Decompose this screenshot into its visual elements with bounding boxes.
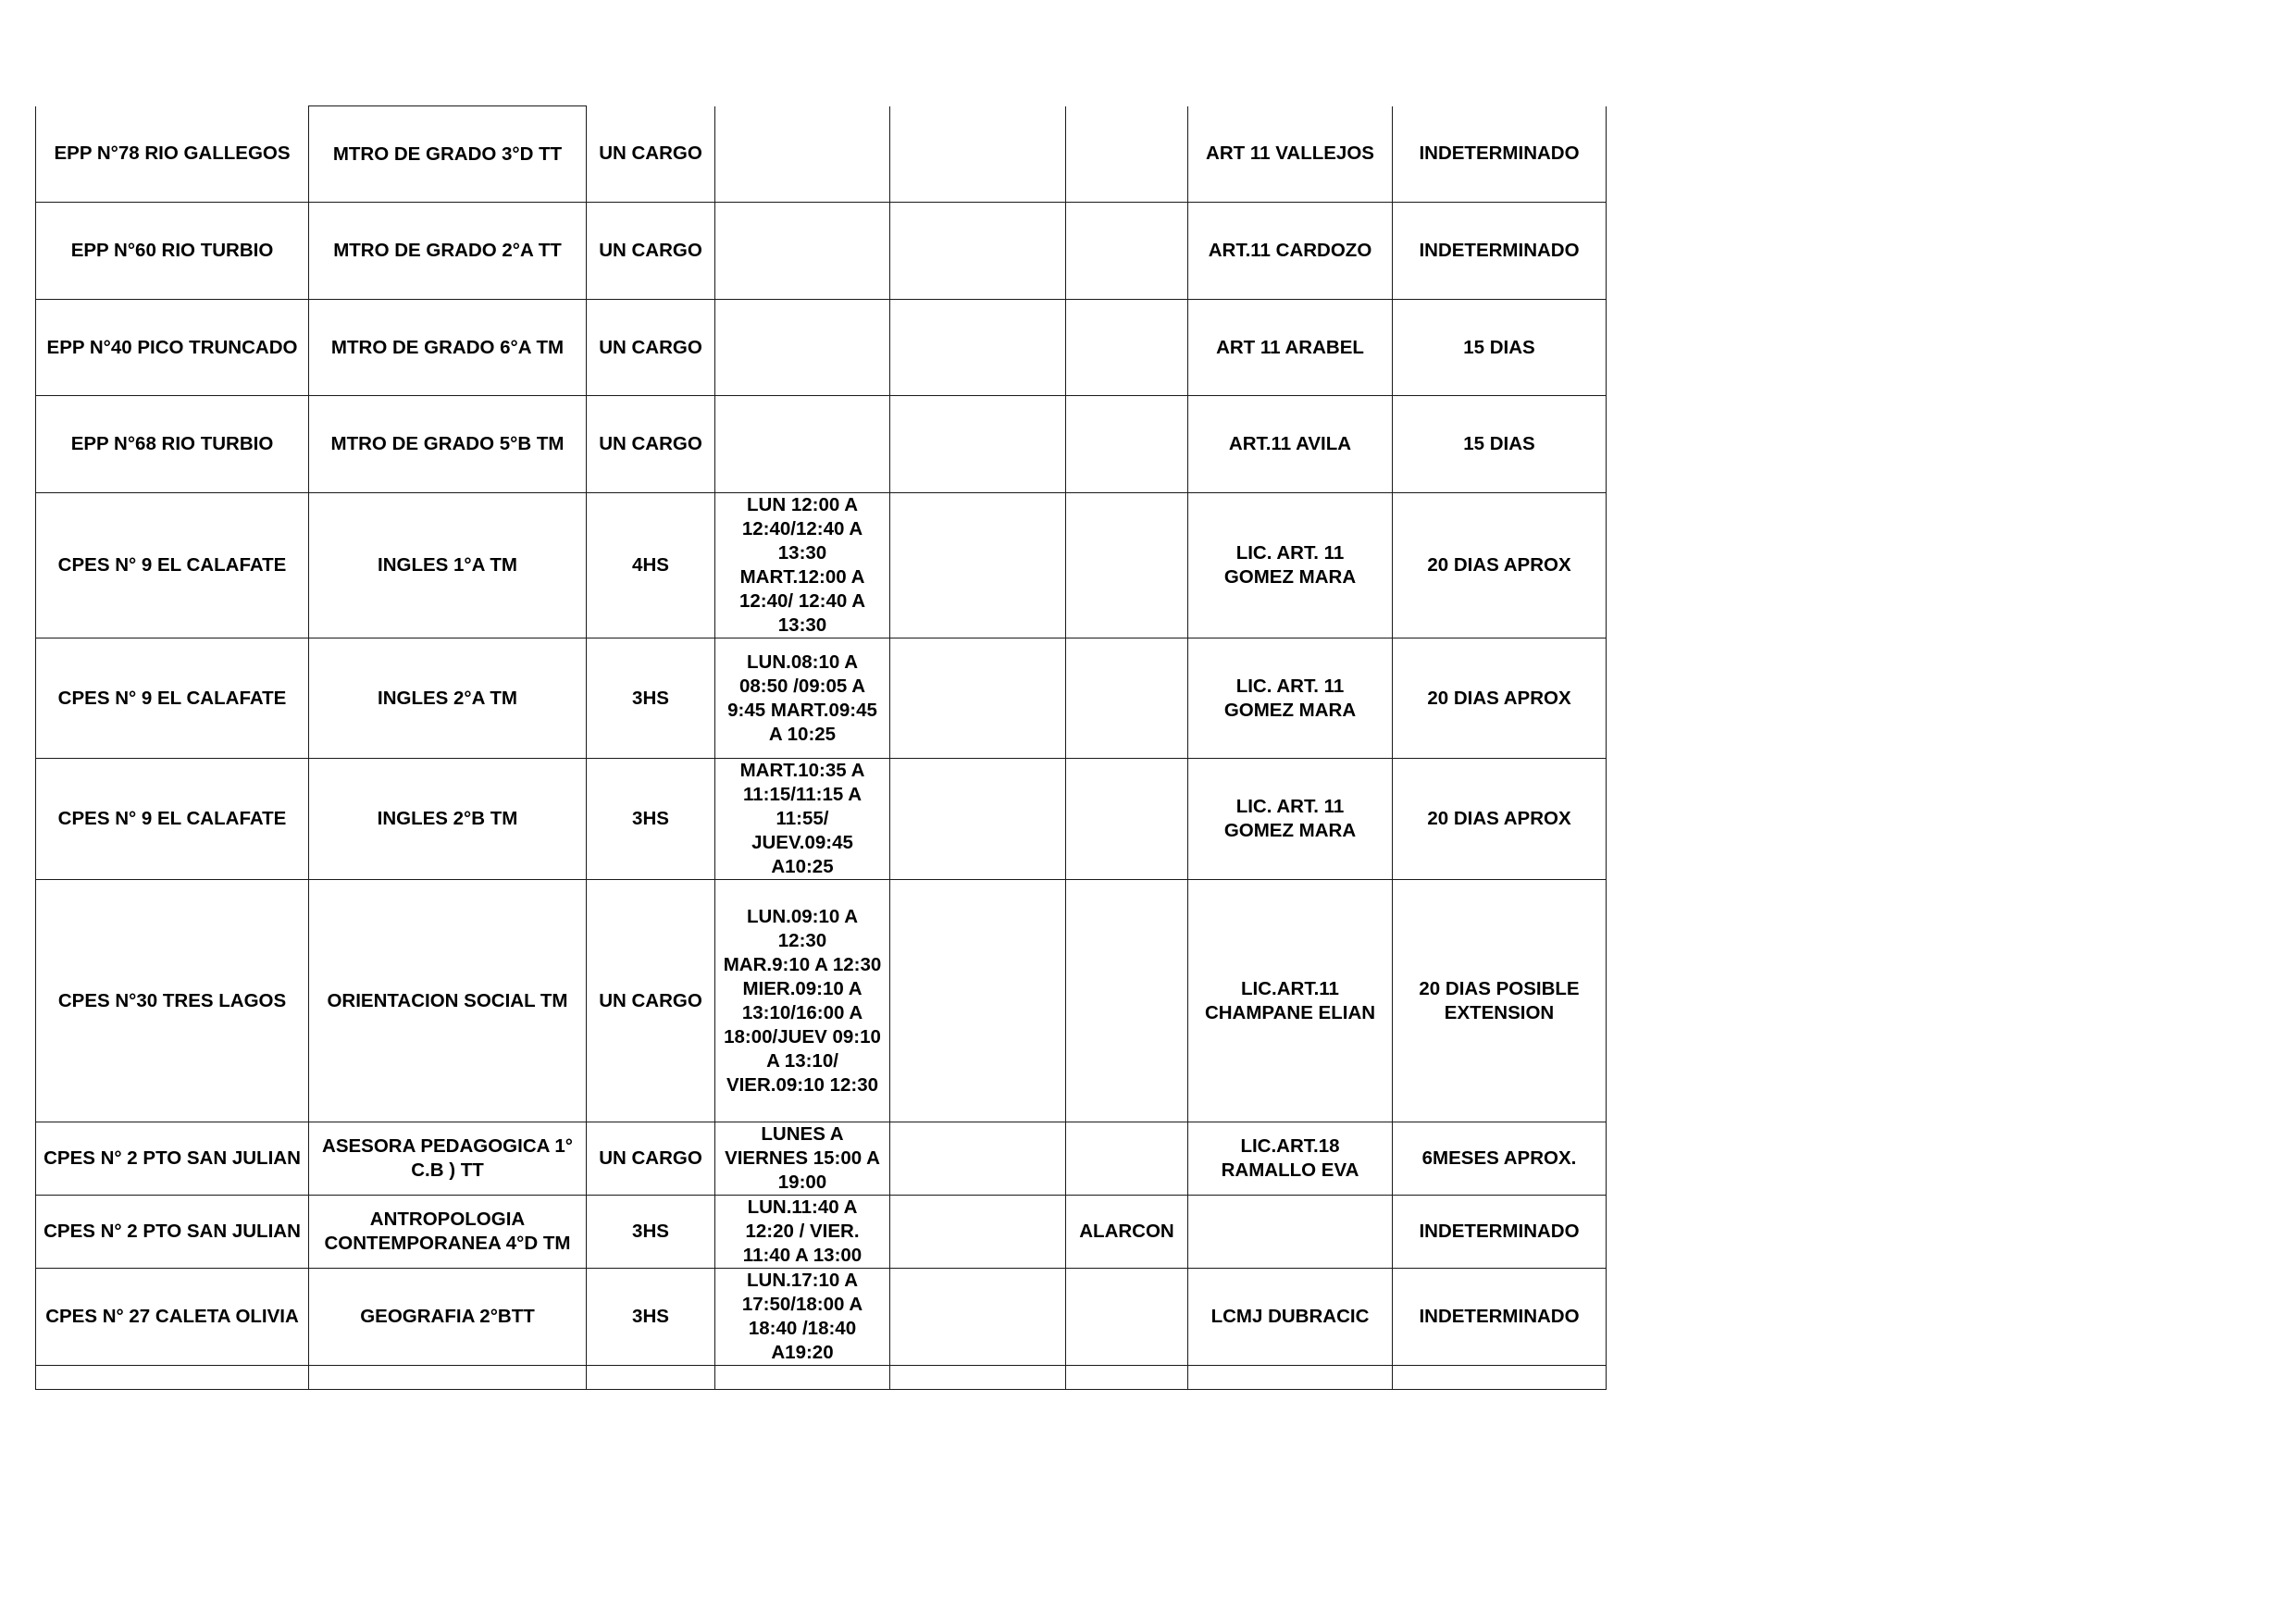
- position-cell: ASESORA PEDAGOGICA 1° C.B ) TT: [309, 1122, 587, 1196]
- schedule-cell: MART.10:35 A 11:15/11:15 A 11:55/ JUEV.09:45 A10:25: [715, 759, 890, 880]
- schedule-cell: LUN.11:40 A 12:20 / VIER. 11:40 A 13:00: [715, 1196, 890, 1269]
- table-row: [36, 1269, 1607, 1366]
- blank-cell: [890, 106, 1066, 203]
- table-row: [36, 759, 1607, 880]
- name-cell: [1066, 638, 1188, 759]
- school-cell: CPES N° 2 PTO SAN JULIAN: [36, 1196, 309, 1269]
- position-cell: MTRO DE GRADO 6°A TM: [309, 300, 587, 396]
- hours-cell: UN CARGO: [587, 396, 715, 493]
- table-row: [36, 1196, 1607, 1269]
- name-cell: [1066, 1122, 1188, 1196]
- school-cell: [36, 1366, 309, 1390]
- hours-cell: UN CARGO: [587, 1122, 715, 1196]
- duration-cell: 15 DIAS: [1393, 396, 1607, 493]
- position-cell: INGLES 1°A TM: [309, 493, 587, 638]
- blank-cell: [890, 1196, 1066, 1269]
- reason-cell: LIC. ART. 11 GOMEZ MARA: [1188, 759, 1393, 880]
- school-cell: CPES N° 9 EL CALAFATE: [36, 759, 309, 880]
- position-cell: ANTROPOLOGIA CONTEMPORANEA 4°D TM: [309, 1196, 587, 1269]
- reason-cell: LIC.ART.18 RAMALLO EVA: [1188, 1122, 1393, 1196]
- blank-cell: [890, 759, 1066, 880]
- hours-cell: 3HS: [587, 638, 715, 759]
- reason-cell: ART.11 CARDOZO: [1188, 203, 1393, 300]
- vacancy-table: [35, 105, 1607, 1390]
- position-cell: MTRO DE GRADO 3°D TT: [309, 106, 587, 203]
- position-cell: MTRO DE GRADO 5°B TM: [309, 396, 587, 493]
- blank-cell: [890, 300, 1066, 396]
- table-row: [36, 106, 1607, 203]
- hours-cell: UN CARGO: [587, 300, 715, 396]
- duration-cell: 15 DIAS: [1393, 300, 1607, 396]
- blank-cell: [890, 1122, 1066, 1196]
- table-row: [36, 396, 1607, 493]
- name-cell: [1066, 396, 1188, 493]
- blank-cell: [890, 1269, 1066, 1366]
- school-cell: CPES N° 2 PTO SAN JULIAN: [36, 1122, 309, 1196]
- position-cell: INGLES 2°B TM: [309, 759, 587, 880]
- schedule-cell: [715, 1366, 890, 1390]
- table-body: [36, 106, 1607, 1390]
- table-row: [36, 638, 1607, 759]
- position-cell: [309, 1366, 587, 1390]
- hours-cell: UN CARGO: [587, 203, 715, 300]
- schedule-cell: LUNES A VIERNES 15:00 A 19:00: [715, 1122, 890, 1196]
- school-cell: CPES N°30 TRES LAGOS: [36, 880, 309, 1122]
- table-row: [36, 300, 1607, 396]
- duration-cell: INDETERMINADO: [1393, 1269, 1607, 1366]
- schedule-cell: LUN 12:00 A 12:40/12:40 A 13:30 MART.12:00 A 12:40/ 12:40 A 13:30: [715, 493, 890, 638]
- table-row: [36, 203, 1607, 300]
- reason-cell: ART 11 ARABEL: [1188, 300, 1393, 396]
- duration-cell: 20 DIAS POSIBLE EXTENSION: [1393, 880, 1607, 1122]
- school-cell: CPES N° 9 EL CALAFATE: [36, 493, 309, 638]
- name-cell: [1066, 759, 1188, 880]
- school-cell: EPP N°40 PICO TRUNCADO: [36, 300, 309, 396]
- school-cell: EPP N°60 RIO TURBIO: [36, 203, 309, 300]
- name-cell: [1066, 203, 1188, 300]
- reason-cell: LIC. ART. 11 GOMEZ MARA: [1188, 493, 1393, 638]
- schedule-cell: LUN.09:10 A 12:30 MAR.9:10 A 12:30 MIER.09:10 A 13:10/16:00 A 18:00/JUEV 09:10 A 13:10/ VIER.09:10 12:30: [715, 880, 890, 1122]
- name-cell: [1066, 106, 1188, 203]
- hours-cell: 4HS: [587, 493, 715, 638]
- hours-cell: UN CARGO: [587, 880, 715, 1122]
- schedule-cell: [715, 300, 890, 396]
- duration-cell: 6MESES APROX.: [1393, 1122, 1607, 1196]
- schedule-cell: [715, 106, 890, 203]
- blank-cell: [890, 880, 1066, 1122]
- blank-cell: [890, 1366, 1066, 1390]
- table-row: [36, 1122, 1607, 1196]
- schedule-cell: [715, 203, 890, 300]
- name-cell: [1066, 300, 1188, 396]
- name-cell: [1066, 493, 1188, 638]
- table-row: [36, 1366, 1607, 1390]
- school-cell: CPES N° 27 CALETA OLIVIA: [36, 1269, 309, 1366]
- duration-cell: 20 DIAS APROX: [1393, 638, 1607, 759]
- blank-cell: [890, 203, 1066, 300]
- duration-cell: 20 DIAS APROX: [1393, 493, 1607, 638]
- reason-cell: LCMJ DUBRACIC: [1188, 1269, 1393, 1366]
- schedule-cell: LUN.17:10 A 17:50/18:00 A 18:40 /18:40 A19:20: [715, 1269, 890, 1366]
- reason-cell: ART 11 VALLEJOS: [1188, 106, 1393, 203]
- reason-cell: [1188, 1366, 1393, 1390]
- position-cell: GEOGRAFIA 2°BTT: [309, 1269, 587, 1366]
- name-cell: [1066, 1366, 1188, 1390]
- schedule-cell: [715, 396, 890, 493]
- name-cell: [1066, 1269, 1188, 1366]
- position-cell: ORIENTACION SOCIAL TM: [309, 880, 587, 1122]
- school-cell: EPP N°68 RIO TURBIO: [36, 396, 309, 493]
- reason-cell: LIC.ART.11 CHAMPANE ELIAN: [1188, 880, 1393, 1122]
- position-cell: MTRO DE GRADO 2°A TT: [309, 203, 587, 300]
- school-cell: CPES N° 9 EL CALAFATE: [36, 638, 309, 759]
- duration-cell: INDETERMINADO: [1393, 203, 1607, 300]
- blank-cell: [890, 493, 1066, 638]
- reason-cell: [1188, 1196, 1393, 1269]
- duration-cell: INDETERMINADO: [1393, 106, 1607, 203]
- schedule-cell: LUN.08:10 A 08:50 /09:05 A 9:45 MART.09:45 A 10:25: [715, 638, 890, 759]
- hours-cell: 3HS: [587, 1269, 715, 1366]
- school-cell: EPP N°78 RIO GALLEGOS: [36, 106, 309, 203]
- hours-cell: 3HS: [587, 1196, 715, 1269]
- position-cell: INGLES 2°A TM: [309, 638, 587, 759]
- duration-cell: INDETERMINADO: [1393, 1196, 1607, 1269]
- name-cell: [1066, 880, 1188, 1122]
- hours-cell: [587, 1366, 715, 1390]
- table-row: [36, 493, 1607, 638]
- reason-cell: ART.11 AVILA: [1188, 396, 1393, 493]
- duration-cell: [1393, 1366, 1607, 1390]
- blank-cell: [890, 396, 1066, 493]
- hours-cell: UN CARGO: [587, 106, 715, 203]
- name-cell: ALARCON: [1066, 1196, 1188, 1269]
- duration-cell: 20 DIAS APROX: [1393, 759, 1607, 880]
- table-row: [36, 880, 1607, 1122]
- blank-cell: [890, 638, 1066, 759]
- reason-cell: LIC. ART. 11 GOMEZ MARA: [1188, 638, 1393, 759]
- hours-cell: 3HS: [587, 759, 715, 880]
